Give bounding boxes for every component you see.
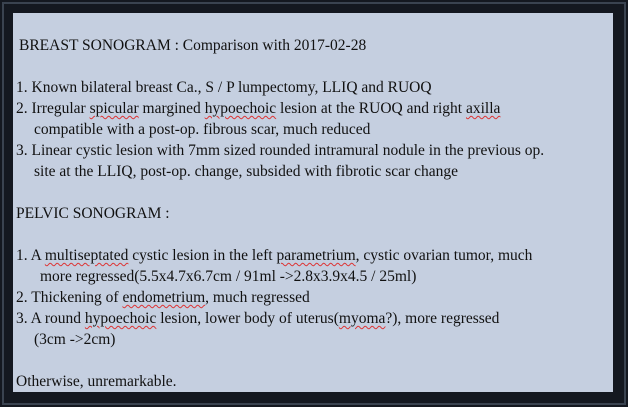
pelvic-finding-2: 2. Thickening of endometrium, much regressed xyxy=(16,289,310,306)
breast-finding-1: 1. Known bilateral breast Ca., S / P lumpectomy, LLIQ and RUOQ xyxy=(16,79,432,96)
spacer xyxy=(13,182,613,203)
breast-finding-2: 2. Irregular spicular margined hypoechoic lesion at the RUOQ and right axilla xyxy=(16,100,501,117)
pelvic-finding-3-continued: (3cm ->2cm) xyxy=(34,331,116,348)
breast-finding-2-continued: compatible with a post-op. fibrous scar, much reduced xyxy=(34,121,371,138)
spacer xyxy=(13,350,613,371)
report-text-box xyxy=(13,13,613,392)
breast-finding-3-continued: site at the LLIQ, post-op. change, subsided with fibrotic scar change xyxy=(34,163,458,180)
pelvic-finding-3: 3. A round hypoechoic lesion, lower body of uterus(myoma?), more regressed xyxy=(16,310,500,327)
spacer xyxy=(13,56,613,77)
breast-sonogram-title: BREAST SONOGRAM : Comparison with 2017-02-28 xyxy=(19,37,367,54)
pelvic-finding-1: 1. A multiseptated cystic lesion in the left parametrium, cystic ovarian tumor, much xyxy=(16,247,533,264)
spacer xyxy=(13,224,613,245)
pelvic-sonogram-title: PELVIC SONOGRAM : xyxy=(16,205,170,222)
breast-finding-3: 3. Linear cystic lesion with 7mm sized rounded intramural nodule in the previous op. xyxy=(16,142,545,159)
pelvic-finding-1-continued: more regressed(5.5x4.7x6.7cm / 91ml ->2.8x3.9x4.5 / 25ml) xyxy=(40,268,417,285)
conclusion-text: Otherwise, unremarkable. xyxy=(16,373,177,390)
